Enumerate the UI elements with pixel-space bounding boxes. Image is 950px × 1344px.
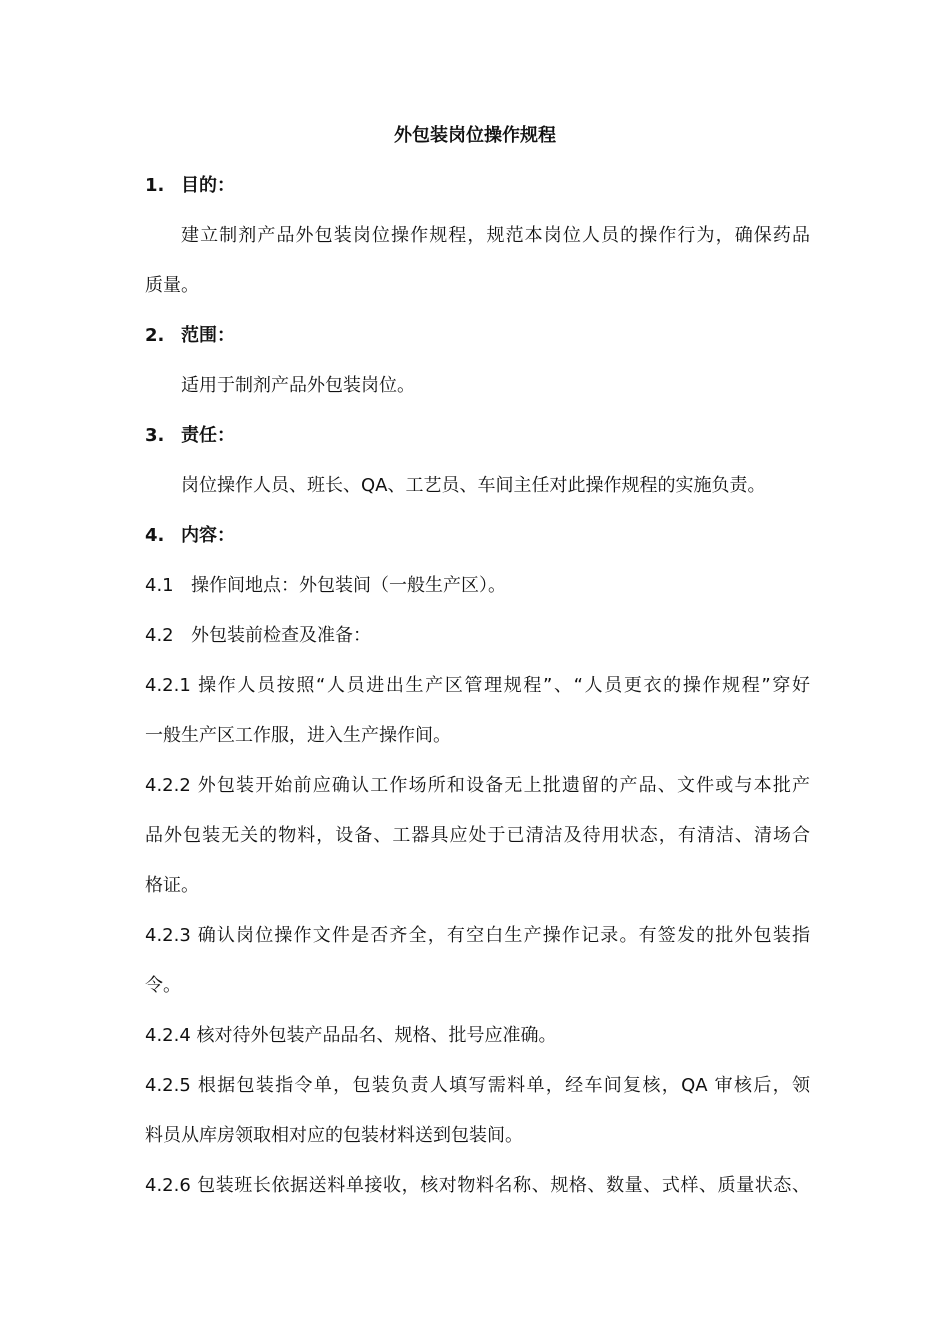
clause-number: 4.1: [145, 575, 174, 596]
paragraph-line: 适用于制剂产品外包装岗位。: [181, 375, 415, 396]
section-title: 目的：: [181, 175, 235, 196]
clause-4-2-3-line: 令。: [145, 975, 181, 996]
section-title: 范围：: [181, 325, 235, 346]
section-number: 3.: [145, 425, 165, 446]
section-number: 4.: [145, 525, 165, 546]
clause-4-2: [145, 622, 810, 650]
clause-4-2-2-line: 品外包装无关的物料，设备、工器具应处于已清洁及待用状态，有清洁、清场合: [145, 825, 810, 846]
clause-4-2-2-line: 格证。: [145, 875, 199, 896]
clause-number: 4.2: [145, 625, 174, 646]
section-title: 责任：: [181, 425, 235, 446]
clause-4-2-6-line: 4.2.6 包装班长依据送料单接收，核对物料名称、规格、数量、式样、质量状态、: [145, 1175, 810, 1196]
paragraph-line: 质量。: [145, 275, 199, 296]
section-1-heading: [145, 172, 810, 200]
clause-4-2-4-line: 4.2.4 核对待外包装产品品名、规格、批号应准确。: [145, 1025, 557, 1046]
clause-4-2-1-line: 4.2.1 操作人员按照“人员进出生产区管理规程”、“人员更衣的操作规程”穿好: [145, 675, 810, 696]
section-4-heading: [145, 522, 810, 550]
paragraph-line: 岗位操作人员、班长、QA、工艺员、车间主任对此操作规程的实施负责。: [181, 475, 766, 496]
section-number: 1.: [145, 175, 165, 196]
clause-text: 操作间地点：外包装间（一般生产区）。: [191, 575, 506, 596]
section-title: 内容：: [181, 525, 235, 546]
clause-4-2-5-line: 料员从库房领取相对应的包装材料送到包装间。: [145, 1125, 523, 1146]
clause-4-1: [145, 572, 810, 600]
section-3-heading: [145, 422, 810, 450]
document-title: 外包装岗位操作规程: [394, 125, 556, 146]
clause-4-2-3-line: 4.2.3 确认岗位操作文件是否齐全，有空白生产操作记录。有签发的批外包装指: [145, 925, 810, 946]
clause-4-2-5-line: 4.2.5 根据包装指令单，包装负责人填写需料单，经车间复核，QA 审核后，领: [145, 1075, 810, 1096]
clause-4-2-2-line: 4.2.2 外包装开始前应确认工作场所和设备无上批遗留的产品、文件或与本批产: [145, 775, 810, 796]
section-2-heading: [145, 322, 810, 350]
paragraph-line: 建立制剂产品外包装岗位操作规程，规范本岗位人员的操作行为，确保药品: [181, 225, 810, 246]
section-number: 2.: [145, 325, 165, 346]
clause-4-2-1-line: 一般生产区工作服，进入生产操作间。: [145, 725, 451, 746]
clause-text: 外包装前检查及准备：: [191, 625, 371, 646]
